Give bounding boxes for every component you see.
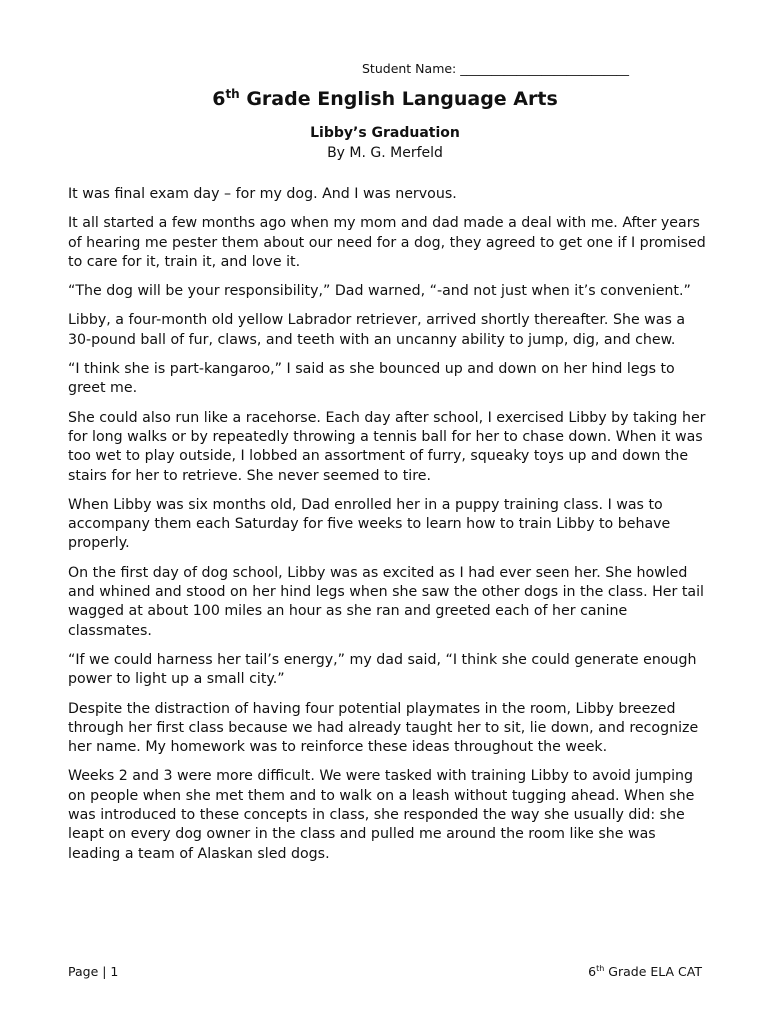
page-title <box>0 88 770 110</box>
paragraph-7: When Libby was six months old, Dad enrolled her in a puppy training class. I was to accompany them each Saturday for five weeks to learn how to train Libby to behave properly. <box>68 496 671 552</box>
story-title: Libby’s Graduation <box>310 125 460 141</box>
footer-exam-text: Grade ELA CAT <box>604 964 702 979</box>
paragraph-1: It was final exam day – for my dog. And I was nervous. <box>68 186 457 202</box>
paragraph-3: “The dog will be your responsibility,” Dad warned, “-and not just when it’s convenient.” <box>68 283 691 300</box>
title-subject: Grade English Language Arts <box>239 88 558 110</box>
paragraph-2: It all started a few months ago when my mom and dad made a deal with me. After years of hearing me pester them about our need for a dog, they agreed to get one if I promised to care for it, train it, and love it. <box>68 215 706 270</box>
footer-exam-label <box>588 964 702 979</box>
story-author: By M. G. Merfeld <box>327 145 443 161</box>
footer-page-number: Page | 1 <box>68 964 119 979</box>
footer-grade-suffix: th <box>596 964 605 973</box>
student-name-field: Student Name: ___________________________ <box>362 61 629 76</box>
paragraph-4: Libby, a four-month old yellow Labrador retriever, arrived shortly thereafter. She was a 30-pound ball of fur, claws, and teeth with an uncanny ability to jump, dig, and chew. <box>68 312 686 348</box>
paragraph-5: “I think she is part-kangaroo,” I said as she bounced up and down on her hind legs to greet me. <box>68 361 675 397</box>
paragraph-11: Weeks 2 and 3 were more difficult. We were tasked with training Libby to avoid jumping on people when she met them and to walk on a leash without tugging ahead. When she was introduced to these concepts in class, she responded the way she usually did: she leapt on every dog owner in the class and pulled me around the room like she was leading a team of Alaskan sled dogs. <box>68 768 695 862</box>
paragraph-9: “If we could harness her tail’s energy,” my dad said, “I think she could generate enough power to light up a small city.” <box>68 651 697 688</box>
paragraph-6: She could also run like a racehorse. Each day after school, I exercised Libby by taking her for long walks or by repeatedly throwing a tennis ball for her to chase down. When it was too wet to play outside, I lobbed an assortment of furry, squeaky toys up and down the stairs for her to retrieve. She never seemed to tire. <box>68 409 706 484</box>
paragraph-10: Despite the distraction of having four potential playmates in the room, Libby breezed through her first class because we had already taught her to sit, lie down, and recognize her name. My homework was to reinforce these ideas throughout the week. <box>68 700 699 756</box>
title-grade-suffix: th <box>225 87 240 101</box>
footer-grade-number: 6 <box>588 964 597 979</box>
story-body <box>68 185 708 874</box>
title-grade-number: 6 <box>212 88 226 110</box>
paragraph-8: On the first day of dog school, Libby was as excited as I had ever seen her. She howled and whined and stood on her hind legs when she saw the other dogs in the class. Her tail wagged at about 100 miles an hour as she ran and greeted each of her canine classmates. <box>68 564 704 639</box>
